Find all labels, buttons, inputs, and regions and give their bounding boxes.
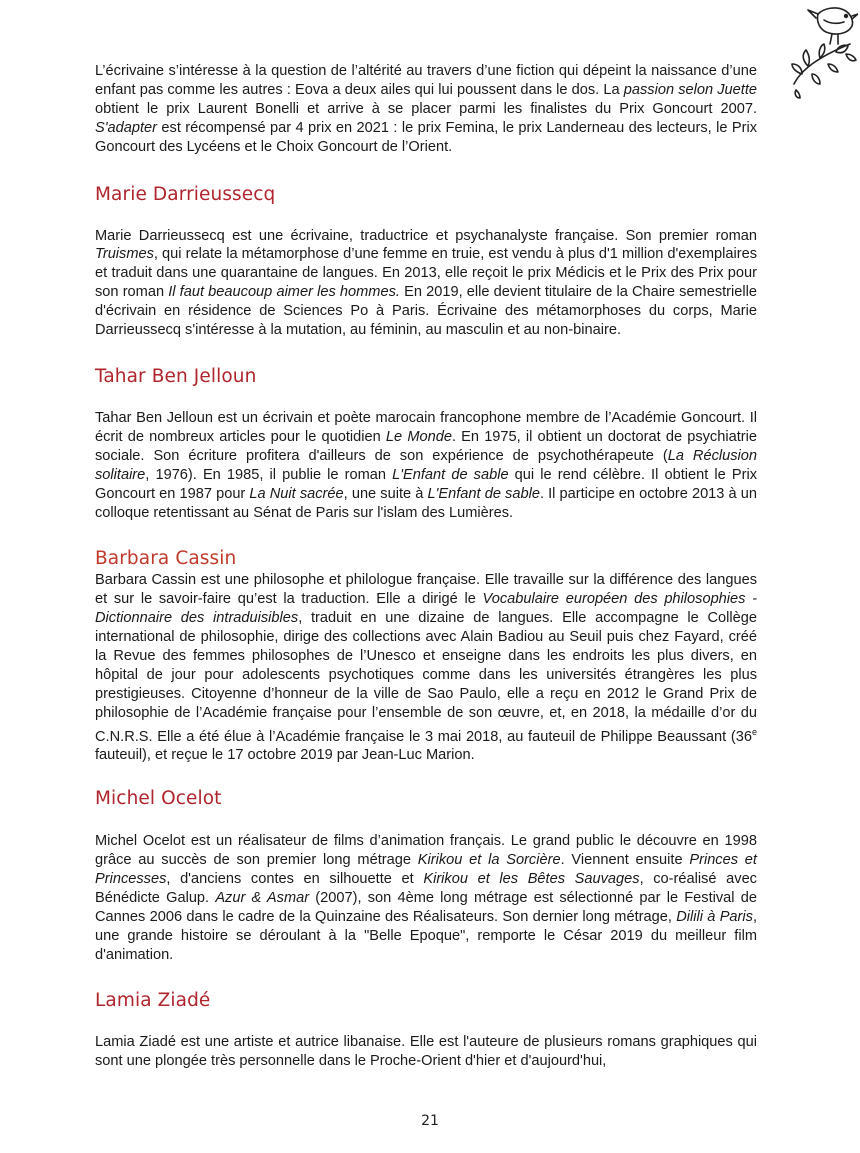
darrieussecq-paragraph: Marie Darrieussecq est une écrivaine, traductrice et psychanalyste française. Son premier roman Truismes, qui relate la métamorphose d’une femme en truie, est vendu à plus d'1 million d'exemplaires et traduit dans une quarantaine de langues. En 2013, elle reçoit le prix Médicis et le Prix des Prix pour son roman Il faut beaucoup aimer les hommes. En 2019, elle devient titulaire de la Chaire semestrielle d'écrivain en résidence de Sciences Po à Paris. Écrivaine des métamorphoses du corps, Marie Darrieussecq s'intéresse à la mutation, au féminin, au masculin et au non-binaire.	[95, 227, 757, 339]
section-title-darrieussecq: Marie Darrieussecq	[95, 183, 276, 205]
main-content	[95, 62, 757, 1070]
section-title-ocelot: Michel Ocelot	[95, 788, 222, 810]
page-number: 21	[421, 1113, 439, 1129]
section-title-benjelloun: Tahar Ben Jelloun	[95, 365, 257, 387]
section-title-cassin: Barbara Cassin	[95, 548, 237, 570]
benjelloun-paragraph: Tahar Ben Jelloun est un écrivain et poète marocain francophone membre de l’Académie Goncourt. Il écrit de nombreux articles pour le quotidien Le Monde. En 1975, il obtient un doctorat de psychiatrie sociale. Son écriture profitera d'ailleurs de son expérience de psychothérapeute (La Réclusion solitaire, 1976). En 1985, il publie le roman L'Enfant de sable qui le rend célèbre. Il obtient le Prix Goncourt en 1987 pour La Nuit sacrée, une suite à L'Enfant de sable. Il participe en octobre 2013 à un colloque retentissant au Sénat de Paris sur l'islam des Lumières.	[95, 409, 757, 521]
ziade-paragraph: Lamia Ziadé est une artiste et autrice libanaise. Elle est l'auteure de plusieurs romans graphiques qui sont une plongée très personnelle dans le Proche-Orient d'hier et d'aujourd'hui,	[95, 1033, 757, 1069]
intro-paragraph: L’écrivaine s’intéresse à la question de l’altérité au travers d’une fiction qui dépeint la naissance d’une enfant pas comme les autres : Eova a deux ailes qui lui poussent dans le dos. La passion selon Juette obtient le prix Laurent Bonelli et arrive à se placer parmi les finalistes du Prix Goncourt 2007. S'adapter est récompensé par 4 prix en 2021 : le prix Femina, le prix Landerneau des lecteurs, le Prix Goncourt des Lycéens et le Choix Goncourt de l’Orient.	[95, 63, 757, 155]
section-title-ziade: Lamia Ziadé	[95, 989, 211, 1011]
cassin-paragraph: Barbara Cassin est une philosophe et philologue française. Elle travaille sur la différence des langues et sur le savoir-faire qu’est la traduction. Elle a dirigé le Vocabulaire européen des philosophies - Dictionnaire des intraduisibles, traduit en une dizaine de langues. Elle accompagne le Collège international de philosophie, dirige des collections avec Alain Badiou au Seuil puis chez Fayard, créé la Revue des femmes philosophes de l’Unesco et enseigne dans les endroits les plus divers, en hôpital de jour pour adolescents psychotiques comme dans les universités étrangères les plus prestigieuses. Citoyenne d’honneur de la ville de Sao Paulo, elle a reçu en 2012 le Grand Prix de philosophie de l’Académie française pour l’ensemble de son œuvre, et, en 2018, la médaille d’or du C.N.R.S. Elle a été élue à l’Académie française le 3 mai 2018, au fauteuil de Philippe Beaussant (36e fauteuil), et reçue le 17 octobre 2019 par Jean-Luc Marion.	[95, 572, 758, 764]
ocelot-paragraph: Michel Ocelot est un réalisateur de films d’animation français. Le grand public le découvre en 1998 grâce au succès de son premier long métrage Kirikou et la Sorcière. Viennent ensuite Princes et Princesses, d'anciens contes en silhouette et Kirikou et les Bêtes Sauvages, co-réalisé avec Bénédicte Galup. Azur & Asmar (2007), son 4ème long métrage est sélectionné par le Festival de Cannes 2006 dans le cadre de la Quinzaine des Réalisateurs. Son dernier long métrage, Dilili à Paris, une grande histoire se déroulant à la "Belle Epoque", remporte le César 2019 du meilleur film d'animation.	[95, 833, 758, 963]
bird-on-branch-icon	[788, 4, 858, 100]
